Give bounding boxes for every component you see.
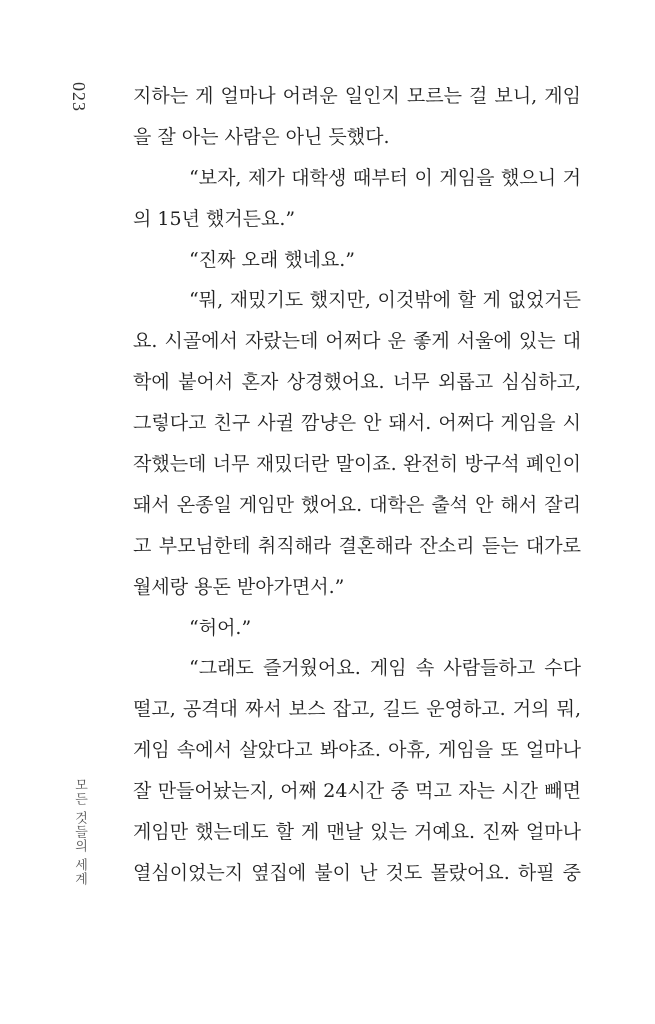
- text-line: “보자, 제가 대학생 때부터 이 게임을 했으니 거: [189, 166, 581, 189]
- text-line: 그렇다고 친구 사귈 깜냥은 안 돼서. 어쩌다 게임을 시: [133, 412, 581, 435]
- page-number: 023: [69, 82, 89, 112]
- text-line: 잘 만들어놨는지, 어째 24시간 중 먹고 자는 시간 빼면: [133, 780, 581, 803]
- text-line: “진짜 오래 했네요.”: [189, 248, 356, 271]
- text-line: 학에 붙어서 혼자 상경했어요. 너무 외롭고 심심하고,: [133, 371, 581, 394]
- text-line: 지하는 게 얼마나 어려운 일인지 모르는 걸 보니, 게임: [133, 85, 581, 107]
- text-line: 작했는데 너무 재밌더란 말이죠. 완전히 방구석 폐인이: [133, 453, 581, 476]
- text-line: “뭐, 재밌기도 했지만, 이것밖에 할 게 없었거든: [189, 289, 581, 312]
- text-line: 고 부모님한테 취직해라 결혼해라 잔소리 듣는 대가로: [133, 534, 581, 557]
- text-line: 열심이었는지 옆집에 불이 난 것도 몰랐어요. 하필 중: [133, 861, 581, 884]
- text-line: 월세랑 용돈 받아가면서.”: [133, 575, 345, 598]
- text-line: 게임 속에서 살았다고 봐야죠. 아휴, 게임을 또 얼마나: [133, 739, 581, 762]
- text-line: 을 잘 아는 사람은 아닌 듯했다.: [133, 125, 390, 148]
- body-text: [133, 76, 581, 894]
- text-line: 요. 시골에서 자랐는데 어쩌다 운 좋게 서울에 있는 대: [133, 330, 581, 353]
- text-line: “그래도 즐거웠어요. 게임 속 사람들하고 수다: [189, 657, 581, 680]
- running-title: 모든 것들의 세계: [72, 778, 87, 887]
- text-line: 의 15년 했거든요.”: [133, 207, 296, 230]
- text-line: 떨고, 공격대 짜서 보스 잡고, 길드 운영하고. 거의 뭐,: [133, 698, 581, 721]
- text-line: 게임만 했는데도 할 게 맨날 있는 거예요. 진짜 얼마나: [133, 821, 581, 844]
- text-line: 돼서 온종일 게임만 했어요. 대학은 출석 안 해서 잘리: [133, 493, 581, 516]
- text-line: “허어.”: [189, 616, 252, 639]
